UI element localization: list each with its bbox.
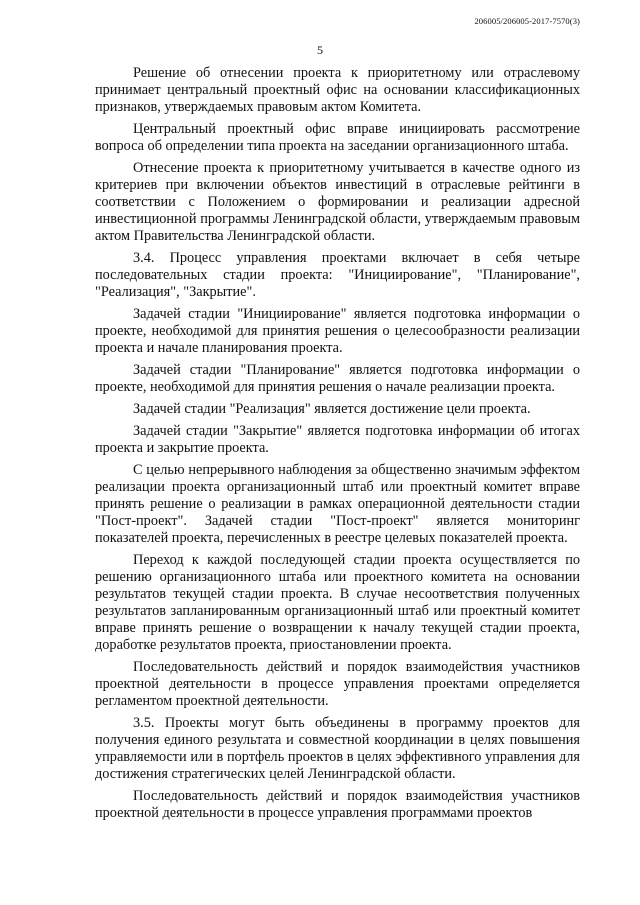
section-3-5: 3.5. Проекты могут быть объединены в программу проектов для получения единого результата и совместной координации в целях повышения управляемости или в портфель проектов в целях эффективного управления для достижения стратегических целей Ленинградской области. (95, 715, 580, 782)
document-body (95, 65, 580, 827)
paragraph: Отнесение проекта к приоритетному учитывается в качестве одного из критериев при включении объектов инвестиций в отраслевые рейтинги в соответствии с Положением о формировании и реализации адресной инвестиционной программы Ленинградской области, утверждаемым правовым актом Правительства Ленинградской области. (95, 160, 580, 244)
paragraph: Переход к каждой последующей стадии проекта осуществляется по решению организационного штаба или проектного комитета на основании результатов текущей стадии проекта. В случае несоответствия полученных результатов запланированным организационный штаб или проектный комитет вправе принять решение о возвращении к началу текущей стадии проекта, доработке результатов проекта, приостановлении проекта. (95, 552, 580, 653)
page-number: 5 (317, 43, 323, 57)
paragraph: Центральный проектный офис вправе инициировать рассмотрение вопроса об определении типа проекта на заседании организационного штаба. (95, 121, 580, 154)
paragraph: Задачей стадии "Закрытие" является подготовка информации об итогах проекта и закрытие проекта. (95, 423, 580, 456)
paragraph: С целью непрерывного наблюдения за общественно значимым эффектом реализации проекта организационный штаб или проектный комитет вправе принять решение о реализации в рамках операционной деятельности стадии "Пост-проект". Задачей стадии "Пост-проект" является мониторинг показателей проекта, перечисленных в реестре целевых показателей проекта. (95, 462, 580, 546)
paragraph: Последовательность действий и порядок взаимодействия участников проектной деятельности в процессе управления проектами определяется регламентом проектной деятельности. (95, 659, 580, 709)
paragraph: Задачей стадии "Реализация" является достижение цели проекта. (133, 401, 531, 417)
section-3-4: 3.4. Процесс управления проектами включает в себя четыре последовательных стадии проекта: "Инициирование", "Планирование", "Реализация", "Закрытие". (95, 250, 580, 300)
document-id: 206005/206005-2017-7570(3) (474, 16, 580, 26)
paragraph: Решение об отнесении проекта к приоритетному или отраслевому принимает центральный проектный офис на основании классификационных признаков, утверждаемых правовым актом Комитета. (95, 65, 580, 115)
paragraph: Последовательность действий и порядок взаимодействия участников проектной деятельности в процессе управления программами проектов (95, 788, 580, 821)
paragraph: Задачей стадии "Планирование" является подготовка информации о проекте, необходимой для принятия решения о начале реализации проекта. (95, 362, 580, 395)
paragraph: Задачей стадии "Инициирование" является подготовка информации о проекте, необходимой для принятия решения о целесообразности реализации проекта и начале планирования проекта. (95, 306, 580, 356)
